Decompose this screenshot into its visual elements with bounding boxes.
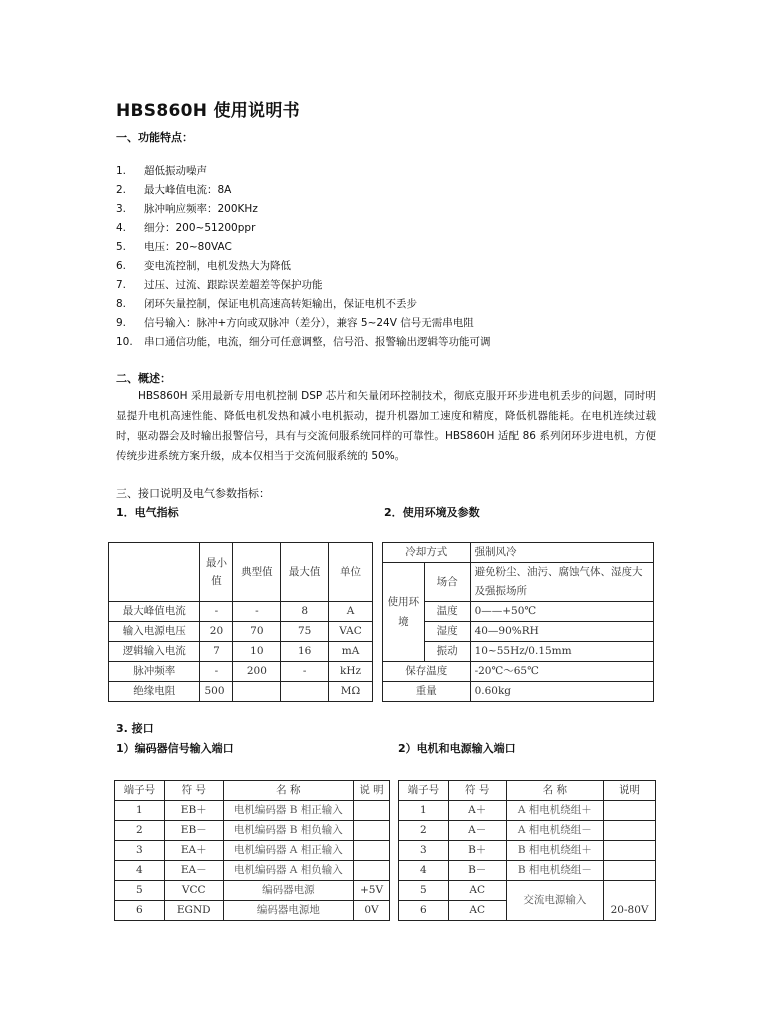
table-cell-ac-name: 交流电源输入 [506, 881, 604, 921]
table-cell: MΩ [329, 682, 373, 702]
table-cell: 输入电源电压 [109, 622, 200, 642]
table-row [115, 841, 390, 861]
table-cell: B 相电机绕组＋ [506, 841, 604, 861]
table-cell: 4 [115, 861, 165, 881]
table-row [383, 682, 654, 702]
feature-list [116, 162, 676, 352]
table-cell: 湿度 [424, 622, 470, 642]
table-header-symbol: 符 号 [448, 781, 506, 801]
table-row [115, 861, 390, 881]
table-cell: EB＋ [164, 801, 223, 821]
table-cell: 编码器电源地 [223, 901, 353, 921]
table-cell: - [233, 602, 281, 622]
table-row [399, 801, 656, 821]
subheading-electrical: 1．电气指标 [116, 506, 179, 519]
item-number: 3. [116, 203, 127, 215]
table-cell: 2 [115, 821, 165, 841]
table-cell: 500 [200, 682, 233, 702]
table-cell-use-env: 使用环境 [383, 563, 425, 662]
table-row [115, 901, 390, 921]
table-cell: 6 [399, 901, 449, 921]
table-header-typ: 典型值 [233, 543, 281, 602]
table-cell: EGND [164, 901, 223, 921]
table-cell: 1 [399, 801, 449, 821]
item-text: 闭环矢量控制，保证电机高速高转矩输出，保证电机不丢步 [144, 298, 417, 310]
table-header-row [399, 781, 656, 801]
item-text: 脉冲响应频率：200KHz [144, 203, 258, 215]
table-row [383, 543, 654, 563]
list-item [116, 200, 676, 219]
item-number: 8. [116, 298, 127, 310]
table-cell [354, 801, 390, 821]
page-title: HBS860H 使用说明书 [116, 101, 300, 121]
item-text: 电压：20~80VAC [144, 241, 232, 253]
table-cell: 6 [115, 901, 165, 921]
table-header-note: 说明 [604, 781, 656, 801]
table-cell: A 相电机绕组－ [506, 821, 604, 841]
table-cell [233, 682, 281, 702]
table-cell: 电机编码器 B 相负输入 [223, 821, 353, 841]
table-cell [354, 841, 390, 861]
table-cell [604, 841, 656, 861]
table-row [399, 861, 656, 881]
table-header-min: 最小值 [200, 543, 233, 602]
table-cell: 避免粉尘、油污、腐蚀气体、湿度大及强振场所 [470, 563, 653, 602]
encoder-port-table [114, 780, 390, 921]
table-row [399, 881, 656, 901]
table-cell: -20℃～65℃ [470, 662, 653, 682]
table-cell: 绝缘电阻 [109, 682, 200, 702]
overview-text: HBS860H 采用最新专用电机控制 DSP 芯片和矢量闭环控制技术，彻底克服开环步进电机丢步的问题，同时明显提升电机高速性能、降低电机发热和减小电机振动，提升机器加工速度和精度，降低机器能耗。在电机连续过载时，驱动器会及时输出报警信号，具有与交流伺服系统同样的可靠性。HBS860H 适配 86 系列闭环步进电机，方便传统步进系统方案升级，成本仅相当于交流伺服系统的 50%。 [116, 390, 656, 462]
section-heading-overview: 二、概述： [116, 372, 171, 385]
table-cell: EA－ [164, 861, 223, 881]
table-cell: B－ [448, 861, 506, 881]
table-cell: 电机编码器 A 相负输入 [223, 861, 353, 881]
table-cell: 编码器电源 [223, 881, 353, 901]
item-number: 6. [116, 260, 127, 272]
table-cell: 保存温度 [383, 662, 471, 682]
section-heading-interface: 三、接口说明及电气参数指标： [116, 487, 270, 500]
table-cell [604, 821, 656, 841]
table-row [109, 642, 373, 662]
item-number: 1. [116, 165, 127, 177]
table-header-pin: 端子号 [399, 781, 449, 801]
table-cell: kHz [329, 662, 373, 682]
table-row [399, 841, 656, 861]
table-cell: AC [448, 881, 506, 901]
table-cell: 温度 [424, 602, 470, 622]
table-cell: B＋ [448, 841, 506, 861]
table-cell: 8 [281, 602, 329, 622]
item-text: 最大峰值电流：8A [144, 184, 232, 196]
item-text: 细分：200~51200ppr [144, 222, 256, 234]
table-cell [354, 821, 390, 841]
item-number: 10. [116, 336, 133, 348]
table-cell: EA＋ [164, 841, 223, 861]
table-cell [604, 861, 656, 881]
table-cell: 场合 [424, 563, 470, 602]
list-item [116, 276, 676, 295]
table-header-name: 名 称 [223, 781, 353, 801]
item-number: 4. [116, 222, 127, 234]
item-number: 9. [116, 317, 127, 329]
table-cell: 5 [115, 881, 165, 901]
table-cell: 20 [200, 622, 233, 642]
table-cell [281, 682, 329, 702]
table-header-unit: 单位 [329, 543, 373, 602]
list-item [116, 314, 676, 333]
table-cell: 7 [200, 642, 233, 662]
table-cell: 16 [281, 642, 329, 662]
list-item [116, 162, 676, 181]
item-number: 7. [116, 279, 127, 291]
table-cell [354, 861, 390, 881]
table-cell: 10 [233, 642, 281, 662]
table-row [383, 662, 654, 682]
item-number: 5. [116, 241, 127, 253]
table-row [383, 563, 654, 602]
table-cell: 2 [399, 821, 449, 841]
item-text: 超低振动噪声 [144, 165, 207, 177]
table-row [109, 682, 373, 702]
table-cell: A＋ [448, 801, 506, 821]
electrical-table [108, 542, 373, 702]
section-heading-features: 一、功能特点： [116, 131, 193, 144]
table-cell [604, 801, 656, 821]
table-cell: mA [329, 642, 373, 662]
table-header-symbol: 符 号 [164, 781, 223, 801]
table-cell: EB－ [164, 821, 223, 841]
table-row [109, 602, 373, 622]
table-cell: A [329, 602, 373, 622]
table-header-max: 最大值 [281, 543, 329, 602]
table-cell: 4 [399, 861, 449, 881]
table-cell: 冷却方式 [383, 543, 471, 563]
table-cell: AC [448, 901, 506, 921]
table-cell: B 相电机绕组－ [506, 861, 604, 881]
table-cell: VCC [164, 881, 223, 901]
table-cell-ac-note: 20-80V [604, 881, 656, 921]
table-header-row [109, 543, 373, 602]
table-cell: 脉冲频率 [109, 662, 200, 682]
table-cell: 电机编码器 A 相正输入 [223, 841, 353, 861]
table-cell: VAC [329, 622, 373, 642]
table-row [115, 881, 390, 901]
item-text: 串口通信功能，电流，细分可任意调整，信号沿、报警输出逻辑等功能可调 [144, 336, 491, 348]
motor-power-port-table [398, 780, 656, 921]
table-cell: 70 [233, 622, 281, 642]
table-header-name: 名 称 [506, 781, 604, 801]
table-cell: 0——+50℃ [470, 602, 653, 622]
table-row [115, 801, 390, 821]
item-number: 2. [116, 184, 127, 196]
table-cell: 40—90%RH [470, 622, 653, 642]
table-cell: A－ [448, 821, 506, 841]
table-cell: 逻辑输入电流 [109, 642, 200, 662]
table-cell: 10~55Hz/0.15mm [470, 642, 653, 662]
table-cell: - [200, 662, 233, 682]
table-cell: 200 [233, 662, 281, 682]
table-cell: 75 [281, 622, 329, 642]
table-row [115, 821, 390, 841]
table-cell: 最大峰值电流 [109, 602, 200, 622]
list-item [116, 295, 676, 314]
table-header-row [115, 781, 390, 801]
table-cell: 强制风冷 [470, 543, 653, 563]
table-row [399, 821, 656, 841]
item-text: 过压、过流、跟踪误差超差等保护功能 [144, 279, 323, 291]
list-item [116, 219, 676, 238]
table-header-note: 说 明 [354, 781, 390, 801]
environment-table [382, 542, 654, 702]
table-cell: 0.60kg [470, 682, 653, 702]
table-row [109, 662, 373, 682]
table-cell: 3 [399, 841, 449, 861]
table-cell: 5 [399, 881, 449, 901]
table-header-empty [109, 543, 200, 602]
list-item [116, 238, 676, 257]
table-cell: - [281, 662, 329, 682]
table-cell: 振动 [424, 642, 470, 662]
list-item [116, 257, 676, 276]
item-text: 信号输入：脉冲+方向或双脉冲（差分），兼容 5~24V 信号无需串电阻 [144, 317, 474, 329]
subheading-interface: 3. 接口 [116, 722, 154, 735]
item-text: 变电流控制，电机发热大为降低 [144, 260, 291, 272]
table-row [109, 622, 373, 642]
table-cell: A 相电机绕组＋ [506, 801, 604, 821]
list-item [116, 333, 676, 352]
subheading-environment: 2．使用环境及参数 [384, 506, 480, 519]
table-cell: 3 [115, 841, 165, 861]
subheading-encoder-port: 1）编码器信号输入端口 [116, 742, 234, 755]
table-cell: 电机编码器 B 相正输入 [223, 801, 353, 821]
table-header-pin: 端子号 [115, 781, 165, 801]
table-cell: 0V [354, 901, 390, 921]
table-cell: +5V [354, 881, 390, 901]
subheading-motor-port: 2）电机和电源输入端口 [398, 742, 516, 755]
list-item [116, 181, 676, 200]
overview-paragraph [116, 386, 656, 466]
table-cell: - [200, 602, 233, 622]
table-cell: 重量 [383, 682, 471, 702]
table-cell: 1 [115, 801, 165, 821]
